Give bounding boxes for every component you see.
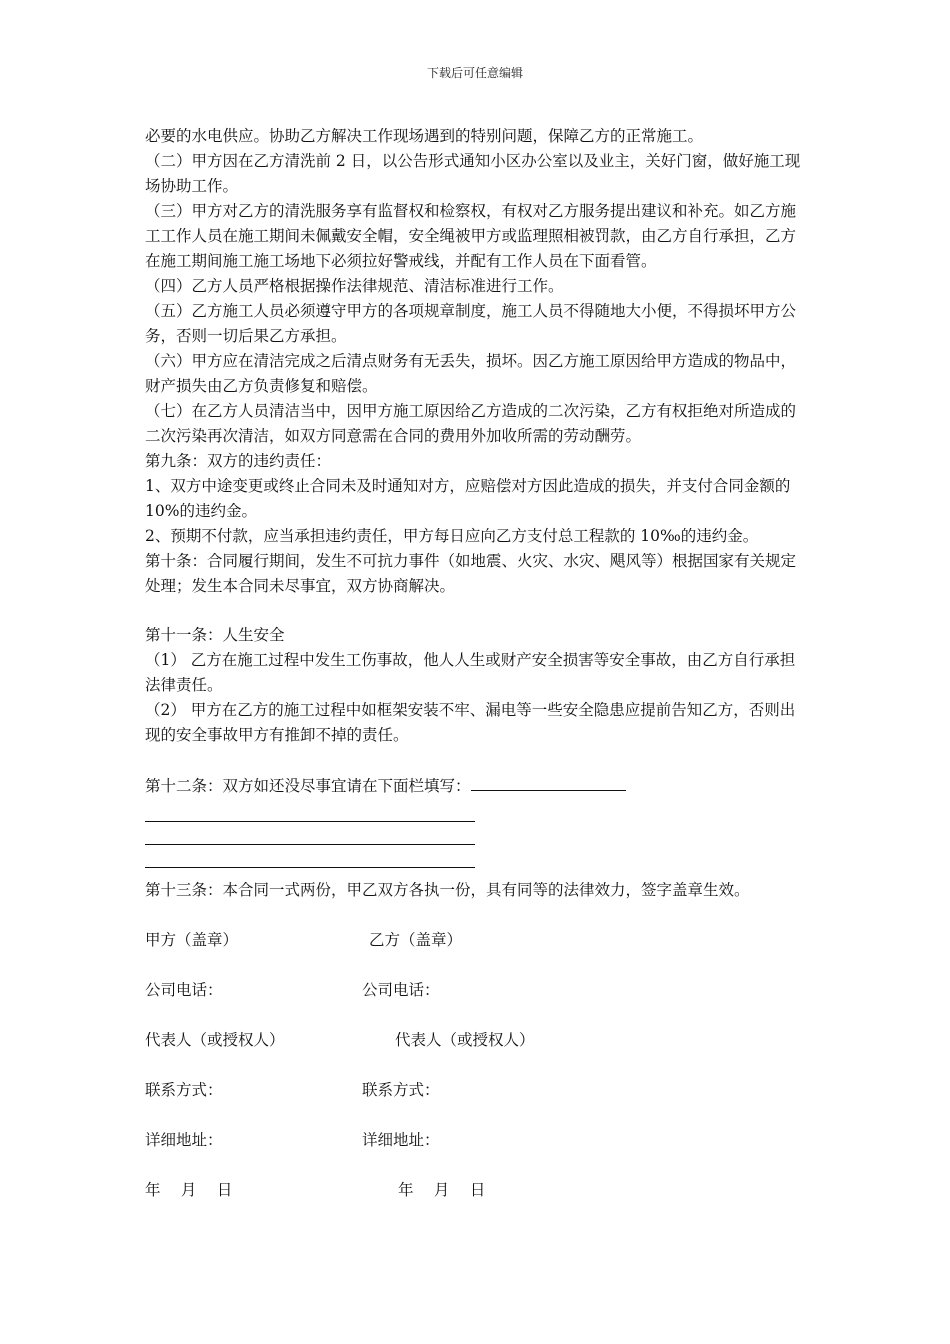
paragraph: （1） 乙方在施工过程中发生工伤事故，他人人生或财产安全损害等安全事故，由乙方自行承担法律责任。 [145,651,796,694]
signature-row-address [145,1128,810,1153]
paragraph: （七）在乙方人员清洁当中，因甲方施工原因给乙方造成的二次污染，乙方有权拒绝对所造成的二次污染再次清洁，如双方同意需在合同的费用外加收所需的劳动酬劳。 [145,402,797,445]
party-b-contact-label: 联系方式： [362,1081,440,1099]
signature-row-contact [145,1078,810,1103]
party-b-address-label: 详细地址： [362,1131,440,1149]
party-a-phone-label: 公司电话： [145,981,223,999]
spacer [145,748,810,772]
clause-9-heading: 第九条：双方的违约责任： [145,452,332,470]
paragraph: （三）甲方对乙方的清洗服务享有监督权和检察权，有权对乙方服务提出建议和补充。如乙方施工工作人员在施工期间未佩戴安全帽，安全绳被甲方或监理照相被罚款，由乙方自行承担，乙方在施工期间施工施工场地下必须拉好警戒线，并配有工作人员在下面看管。 [145,202,797,270]
fill-in-line [145,845,475,868]
page-header: 下载后可任意编辑 [426,66,523,80]
signature-row-date [145,1178,810,1203]
clause-10: 第十条：合同履行期间，发生不可抗力事件（如地震、火灾、水灾、飓风等）根据国家有关规定处理；发生本合同未尽事宜，双方协商解决。 [145,552,797,595]
spacer [145,903,810,928]
paragraph: 1、双方中途变更或终止合同未及时通知对方，应赔偿对方因此造成的损失，并支付合同金额的 10%的违约金。 [145,477,791,520]
party-a-date-label: 年 月 日 [145,1181,233,1199]
party-a-representative-label: 代表人（或授权人） [145,1031,285,1049]
party-a-contact-label: 联系方式： [145,1081,223,1099]
signature-row-phone [145,978,810,1003]
paragraph: （四）乙方人员严格根据操作法律规范、清洁标准进行工作。 [145,277,564,295]
paragraph: （二）甲方因在乙方清洗前 2 日，以公告形式通知小区办公室以及业主，关好门窗，做好施工现场协助工作。 [145,152,801,195]
fill-in-line [145,822,475,845]
signature-row-seal [145,928,810,953]
fill-in-line [145,799,475,822]
party-b-representative-label: 代表人（或授权人） [395,1031,535,1049]
fill-in-line [471,772,626,791]
spacer [145,599,810,623]
party-a-address-label: 详细地址： [145,1131,223,1149]
clause-11-heading: 第十一条：人生安全 [145,626,285,644]
clause-12-text: 第十二条：双方如还没尽事宜请在下面栏填写： [145,777,471,795]
contract-body [145,124,810,1228]
clause-13: 第十三条：本合同一式两份，甲乙双方各执一份，具有同等的法律效力，签字盖章生效。 [145,881,750,899]
party-b-phone-label: 公司电话： [362,981,440,999]
paragraph: 必要的水电供应。协助乙方解决工作现场遇到的特别问题，保障乙方的正常施工。 [145,127,704,145]
clause-12 [145,772,810,799]
paragraph: （五）乙方施工人员必须遵守甲方的各项规章制度，施工人员不得随地大小便，不得损坏甲方公务，否则一切后果乙方承担。 [145,302,797,345]
party-b-seal-label: 乙方（盖章） [369,931,463,949]
party-b-date-label: 年 月 日 [398,1181,486,1199]
party-a-seal-label: 甲方（盖章） [145,931,239,949]
paragraph: （2） 甲方在乙方的施工过程中如框架安装不牢、漏电等一些安全隐患应提前告知乙方，否则出现的安全事故甲方有推卸不掉的责任。 [145,701,796,744]
signature-row-representative [145,1028,810,1053]
paragraph: 2、预期不付款，应当承担违约责任，甲方每日应向乙方支付总工程款的 10‰的违约金。 [145,527,759,545]
paragraph: （六）甲方应在清洁完成之后清点财务有无丢失，损坏。因乙方施工原因给甲方造成的物品中，财产损失由乙方负责修复和赔偿。 [145,352,797,395]
